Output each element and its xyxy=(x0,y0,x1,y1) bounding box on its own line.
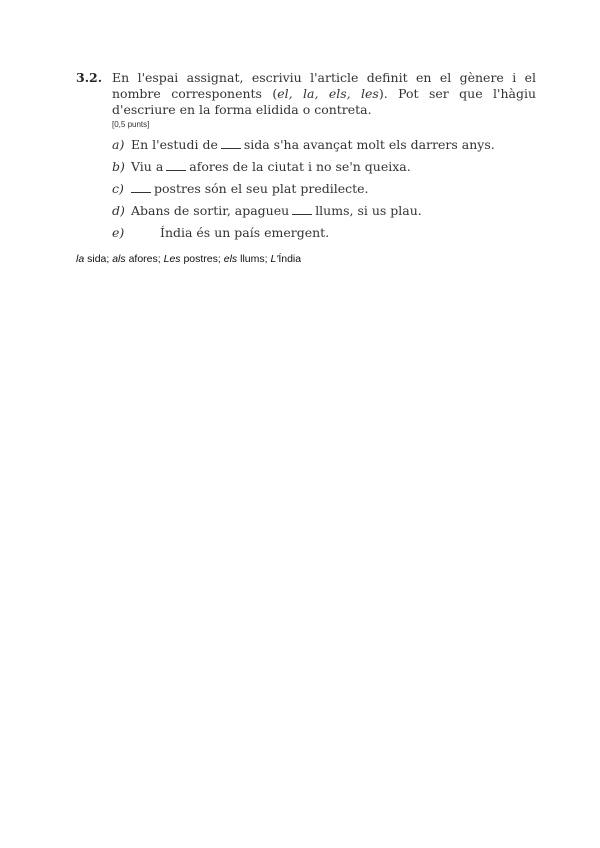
exercise-instruction xyxy=(112,70,536,118)
answer-rest: afores; xyxy=(125,253,161,265)
exercise-instruction-block xyxy=(112,70,536,131)
points-label: [0,5 punts] xyxy=(112,120,150,129)
item-letter: c) xyxy=(112,181,124,196)
item-text-before: En l'estudi de xyxy=(131,137,218,152)
answer-rest: sida; xyxy=(84,253,110,265)
list-item xyxy=(112,203,536,219)
exercise-block xyxy=(76,70,536,247)
item-letter: e) xyxy=(112,225,125,240)
item-text-before: Viu a xyxy=(131,159,164,174)
exercise-header xyxy=(76,70,536,131)
answer-rest: llums; xyxy=(237,253,268,265)
item-letter: b) xyxy=(112,159,125,174)
answer-blank[interactable] xyxy=(166,159,186,171)
article-list: el, la, els, les xyxy=(277,86,379,101)
item-text xyxy=(131,181,369,197)
item-text-after: Índia és un país emergent. xyxy=(160,225,330,240)
answer-rest: postres; xyxy=(180,253,221,265)
exercise-items xyxy=(112,137,536,241)
list-item xyxy=(112,225,536,241)
item-letter: a) xyxy=(112,137,125,152)
answer-blank[interactable] xyxy=(131,181,151,193)
exercise-number: 3.2. xyxy=(76,70,103,85)
answer-blank[interactable] xyxy=(292,203,312,215)
answer-blank[interactable] xyxy=(131,225,157,237)
answer-article: els xyxy=(223,253,238,265)
answer-article: als xyxy=(112,253,126,265)
answer-article: L' xyxy=(270,253,279,265)
item-text-after: postres són el seu plat predilecte. xyxy=(154,181,369,196)
item-text xyxy=(131,159,411,175)
answer-article: la xyxy=(76,253,85,265)
list-item xyxy=(112,159,536,175)
item-text xyxy=(131,137,495,153)
answer-key xyxy=(76,253,301,265)
item-text xyxy=(131,225,329,241)
answer-article: Les xyxy=(163,253,181,265)
instruction-prefix: En l'espai assignat, escriviu l'article definit en el gènere i el nombre corresponents ( xyxy=(112,70,536,101)
list-item xyxy=(112,137,536,153)
list-item xyxy=(112,181,536,197)
item-letter: d) xyxy=(112,203,125,218)
item-text-after: afores de la ciutat i no se'n queixa. xyxy=(189,159,411,174)
answer-rest: Índia xyxy=(278,253,302,265)
item-text-after: llums, si us plau. xyxy=(315,203,422,218)
answer-blank[interactable] xyxy=(221,137,241,149)
item-text-before: Abans de sortir, apagueu xyxy=(131,203,290,218)
item-text xyxy=(131,203,422,219)
instruction-suffix: ). Pot ser que l'hàgiu d'escriure en la forma elidida o contreta. xyxy=(112,86,537,117)
item-text-after: sida s'ha avançat molt els darrers anys. xyxy=(243,137,495,152)
